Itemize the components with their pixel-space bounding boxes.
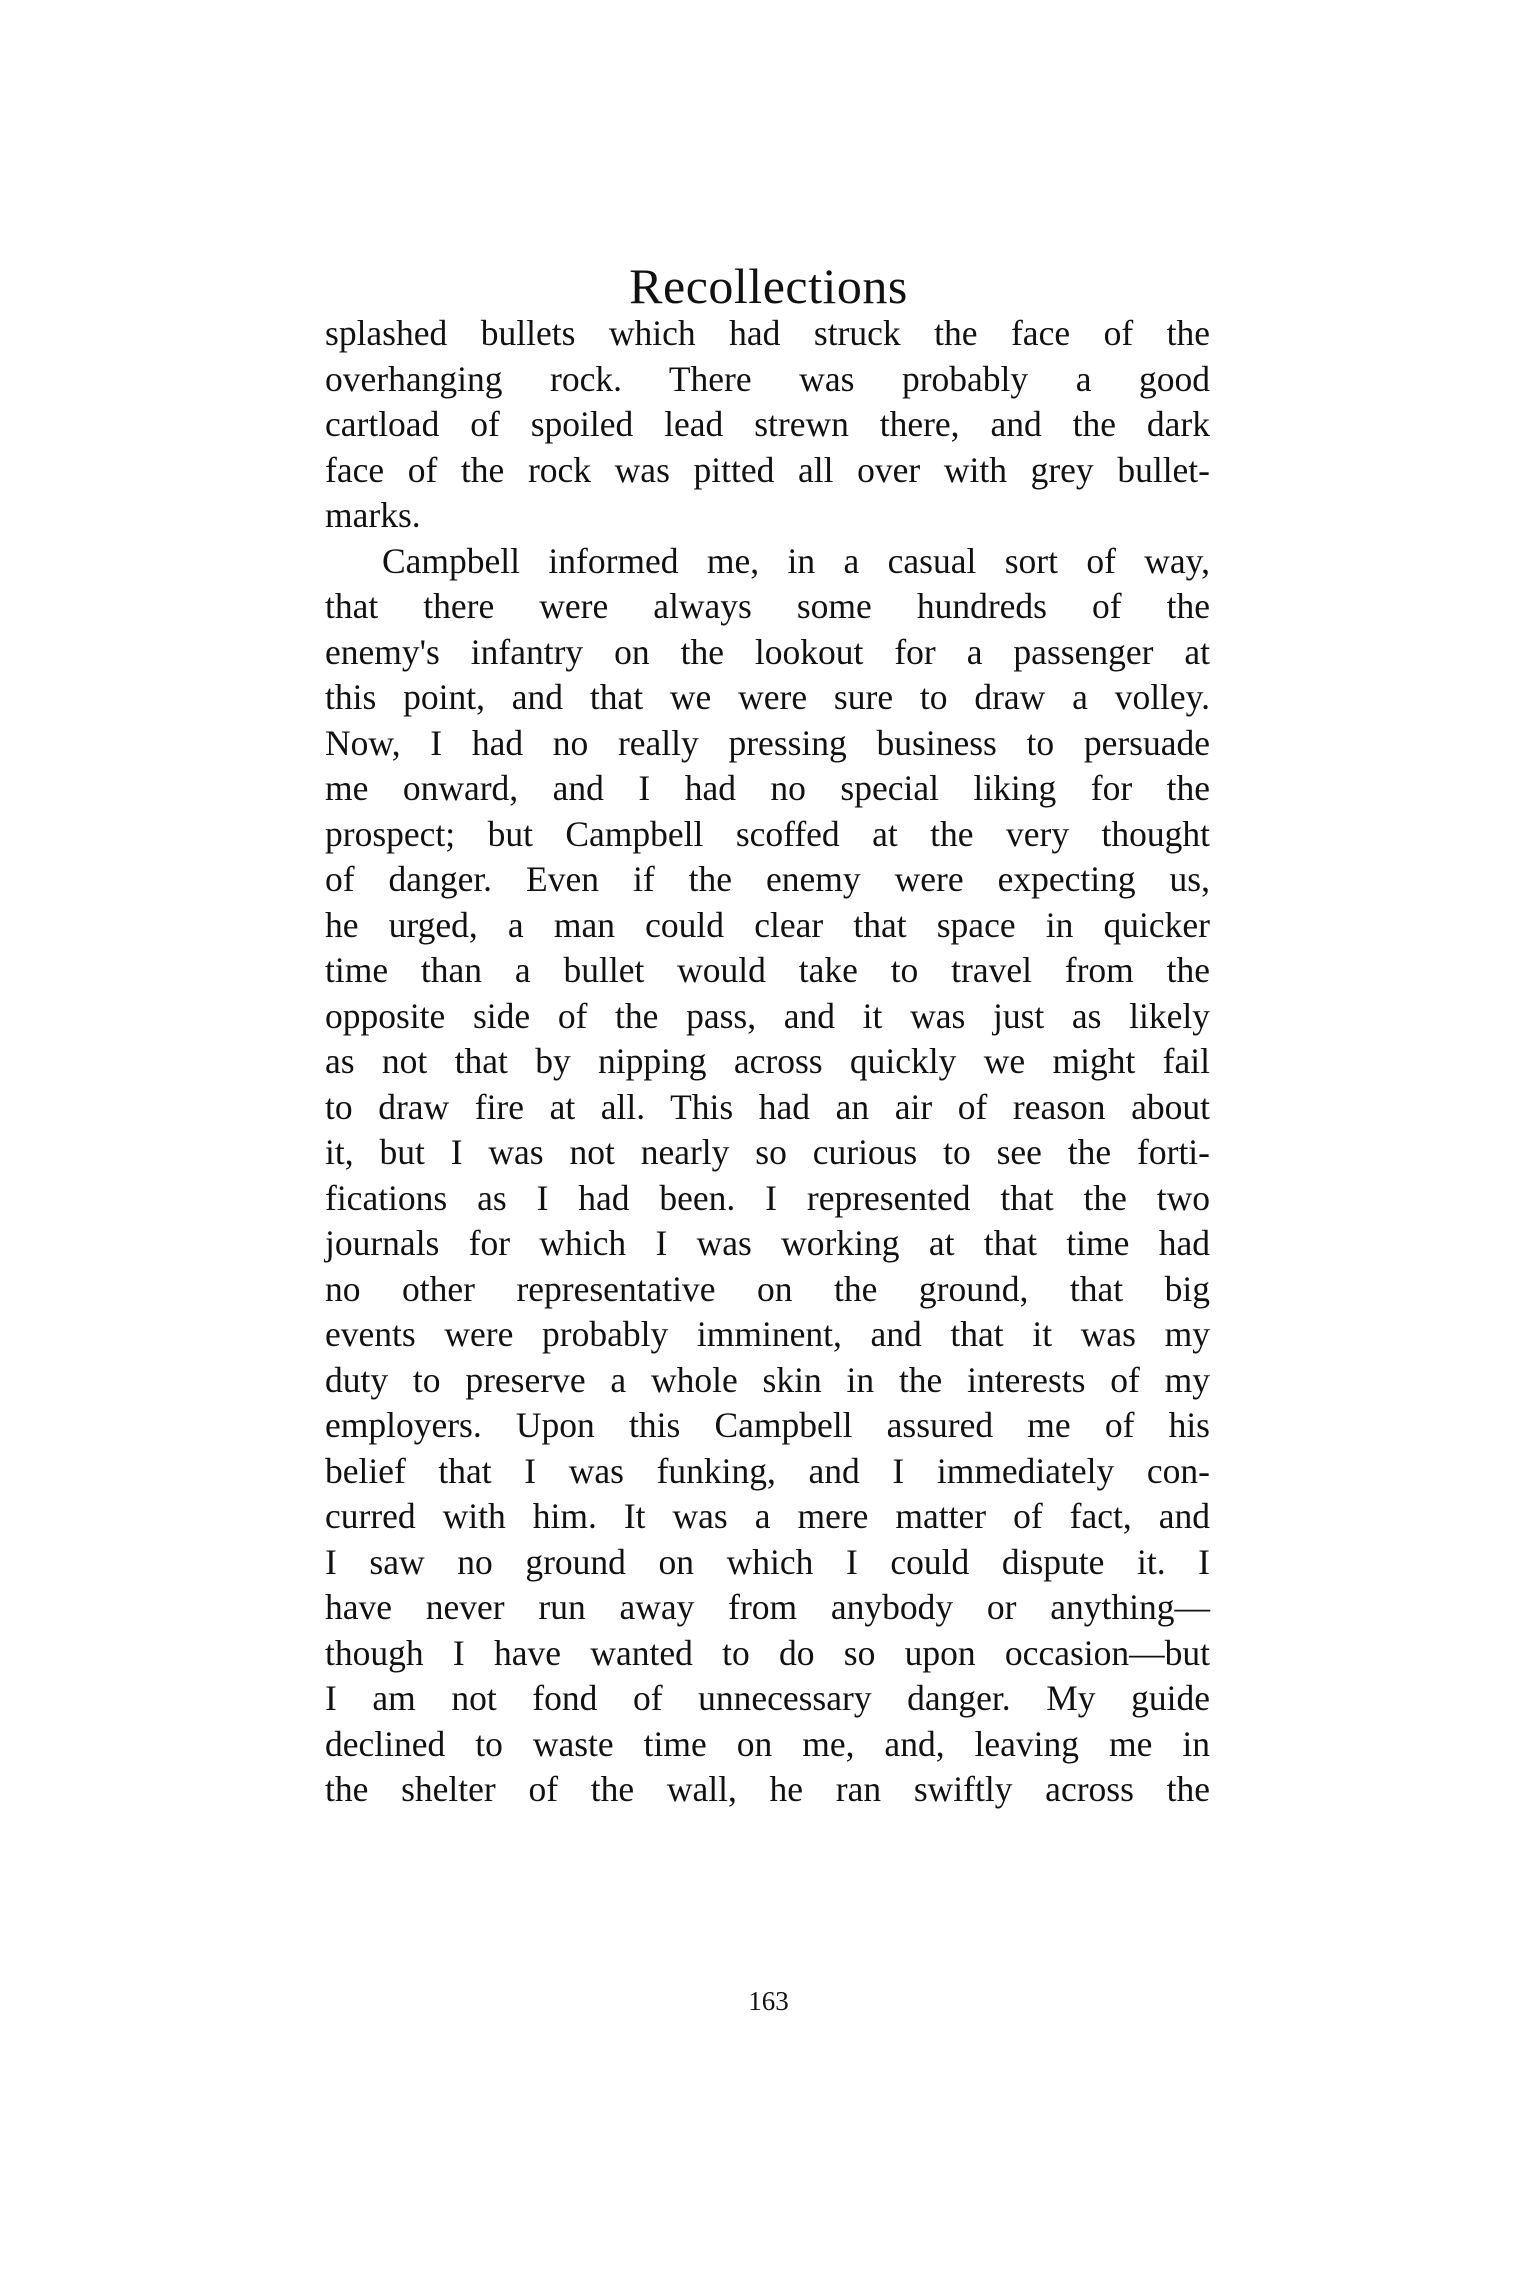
text-line: though I have wanted to do so upon occasion—but: [325, 1632, 1210, 1673]
text-line: enemy's infantry on the lookout for a passenger at: [325, 631, 1210, 672]
paragraph: [325, 311, 1210, 539]
text-line: of danger. Even if the enemy were expecting us,: [325, 859, 1210, 899]
text-line: Now, I had no really pressing business to persuade: [325, 722, 1210, 763]
text-line: marks.: [325, 495, 421, 535]
text-line: I saw no ground on which I could dispute it. I: [325, 1541, 1210, 1582]
text-line: prospect; but Campbell scoffed at the very thought: [325, 813, 1210, 854]
text-line: journals for which I was working at that time had: [325, 1223, 1210, 1263]
text-line: to draw fire at all. This had an air of reason about: [325, 1086, 1210, 1127]
text-line: fications as I had been. I represented that the two: [325, 1177, 1210, 1218]
text-line: belief that I was funking, and I immediately con-: [325, 1450, 1210, 1491]
text-line: splashed bullets which had struck the face of the: [325, 313, 1210, 353]
text-line: I am not fond of unnecessary danger. My guide: [325, 1678, 1210, 1718]
text-line: he urged, a man could clear that space in quicker: [325, 904, 1210, 945]
text-line: duty to preserve a whole skin in the interests of my: [325, 1359, 1210, 1400]
text-line: cartload of spoiled lead strewn there, and the dark: [325, 404, 1210, 444]
paragraph: [325, 539, 1210, 1813]
text-line: opposite side of the pass, and it was just as likely: [325, 995, 1210, 1036]
text-line: that there were always some hundreds of the: [325, 586, 1210, 626]
text-line: Campbell informed me, in a casual sort of way,: [382, 540, 1210, 581]
running-head: Recollections: [629, 258, 908, 314]
page-number: 163: [748, 1986, 789, 2016]
text-line: employers. Upon this Campbell assured me of his: [325, 1405, 1210, 1445]
text-line: declined to waste time on me, and, leaving me in: [325, 1723, 1210, 1764]
text-line: as not that by nipping across quickly we might fail: [325, 1041, 1210, 1081]
text-line: no other representative on the ground, that big: [325, 1268, 1210, 1309]
text-line: face of the rock was pitted all over with grey bullet-: [325, 449, 1210, 490]
body-text: [325, 311, 1210, 1813]
text-line: this point, and that we were sure to draw a volley.: [325, 677, 1210, 717]
text-line: it, but I was not nearly so curious to see the forti-: [325, 1132, 1210, 1172]
text-line: time than a bullet would take to travel from the: [325, 950, 1210, 990]
text-line: me onward, and I had no special liking for the: [325, 768, 1210, 808]
text-line: the shelter of the wall, he ran swiftly across the: [325, 1769, 1210, 1809]
text-line: overhanging rock. There was probably a good: [325, 358, 1210, 399]
text-line: events were probably imminent, and that it was my: [325, 1314, 1210, 1354]
text-line: curred with him. It was a mere matter of fact, and: [325, 1496, 1210, 1536]
text-line: have never run away from anybody or anything—: [325, 1587, 1210, 1627]
